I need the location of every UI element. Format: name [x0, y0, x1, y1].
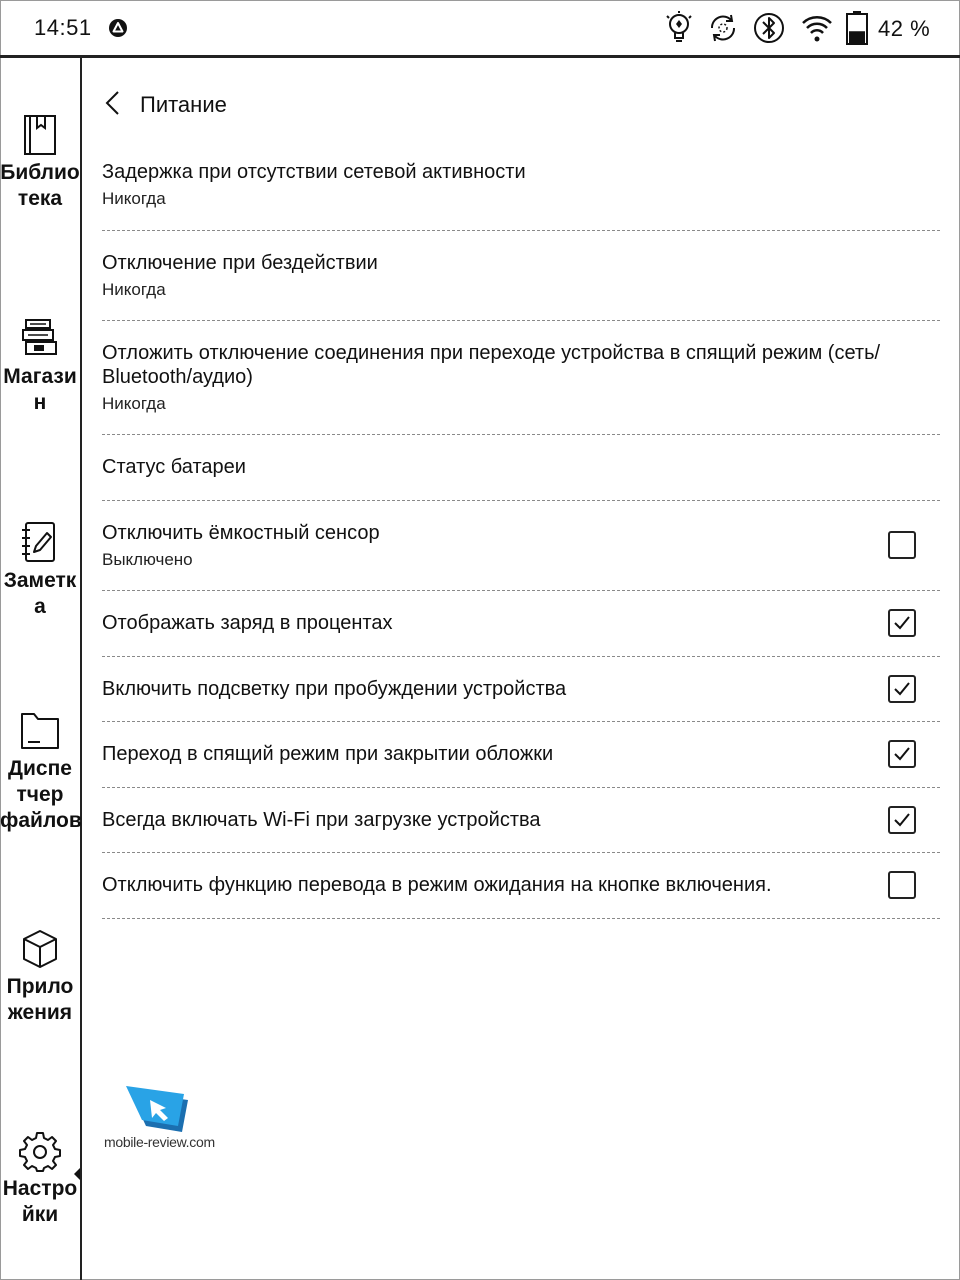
battery-icon: [846, 11, 868, 45]
setting-row[interactable]: [102, 657, 940, 722]
setting-row[interactable]: [102, 321, 940, 435]
setting-title-line2: Bluetooth/аудио): [102, 366, 253, 388]
sidebar-item-label: Библио тека: [0, 161, 80, 210]
android-nav-icon: [108, 18, 128, 38]
setting-row[interactable]: [102, 853, 940, 919]
sidebar-item-files[interactable]: [0, 710, 80, 834]
sidebar: [0, 58, 82, 1280]
battery-percent: 42 %: [878, 16, 931, 41]
setting-checkbox[interactable]: [888, 609, 916, 637]
page-title: Питание: [140, 92, 227, 117]
setting-value: Никогда: [102, 280, 166, 299]
sidebar-item-label: Магази н: [3, 365, 77, 414]
setting-title: Включить подсветку при пробуждении устройства: [102, 678, 567, 700]
setting-row[interactable]: [102, 591, 940, 657]
setting-row[interactable]: [102, 140, 940, 231]
setting-title: Всегда включать Wi-Fi при загрузке устройства: [102, 809, 541, 831]
sidebar-item-label: Настро йки: [2, 1177, 78, 1226]
setting-title: Отложить отключение соединения при переходе устройства в спящий режим (сеть/: [102, 342, 881, 364]
setting-title: Статус батареи: [102, 456, 246, 478]
setting-row[interactable]: [102, 501, 940, 591]
book-icon: [23, 114, 57, 156]
settings-list: [102, 140, 940, 919]
setting-row[interactable]: [102, 788, 940, 853]
setting-title: Переход в спящий режим при закрытии обложки: [102, 743, 554, 765]
wifi-icon[interactable]: [800, 10, 834, 46]
frontlight-icon[interactable]: [662, 10, 696, 46]
setting-title: Отображать заряд в процентах: [102, 612, 393, 634]
setting-checkbox[interactable]: [888, 675, 916, 703]
store-icon: [20, 316, 60, 360]
setting-checkbox[interactable]: [888, 871, 916, 899]
sidebar-item-store[interactable]: [0, 316, 80, 416]
back-arrow-icon[interactable]: [100, 88, 124, 118]
clock: 14:51: [34, 15, 92, 40]
apps-cube-icon: [21, 928, 59, 970]
bluetooth-icon[interactable]: [752, 10, 786, 46]
sync-icon[interactable]: [706, 10, 740, 46]
setting-title: Отключить ёмкостный сенсор: [102, 522, 380, 544]
setting-value: Никогда: [102, 394, 166, 413]
checkmark-icon: [893, 614, 911, 632]
notes-icon: [20, 520, 60, 564]
watermark-text: mobile-review.com: [104, 1134, 215, 1150]
active-item-pointer: [74, 1168, 80, 1180]
sidebar-item-apps[interactable]: [0, 928, 80, 1026]
checkmark-icon: [893, 811, 911, 829]
sidebar-item-settings[interactable]: [0, 1130, 80, 1228]
status-bar: [0, 0, 960, 58]
gear-icon: [19, 1130, 61, 1172]
setting-title: Задержка при отсутствии сетевой активности: [102, 161, 526, 183]
setting-row[interactable]: [102, 231, 940, 321]
sidebar-item-label: Прило жения: [6, 975, 74, 1024]
setting-title: Отключение при бездействии: [102, 252, 378, 274]
sidebar-item-label: Диспе тчер файлов: [0, 757, 82, 832]
setting-checkbox[interactable]: [888, 806, 916, 834]
setting-checkbox[interactable]: [888, 531, 916, 559]
setting-value: Выключено: [102, 550, 193, 569]
setting-row[interactable]: [102, 722, 940, 788]
checkmark-icon: [893, 680, 911, 698]
checkmark-icon: [893, 745, 911, 763]
setting-title: Отключить функцию перевода в режим ожидания на кнопке включения.: [102, 874, 772, 896]
setting-value: Никогда: [102, 189, 166, 208]
setting-checkbox[interactable]: [888, 740, 916, 768]
sidebar-item-label: Заметк а: [3, 569, 77, 618]
folder-icon: [20, 710, 60, 752]
sidebar-item-library[interactable]: [0, 114, 80, 212]
sidebar-item-notes[interactable]: [0, 520, 80, 620]
setting-row[interactable]: [102, 435, 940, 501]
